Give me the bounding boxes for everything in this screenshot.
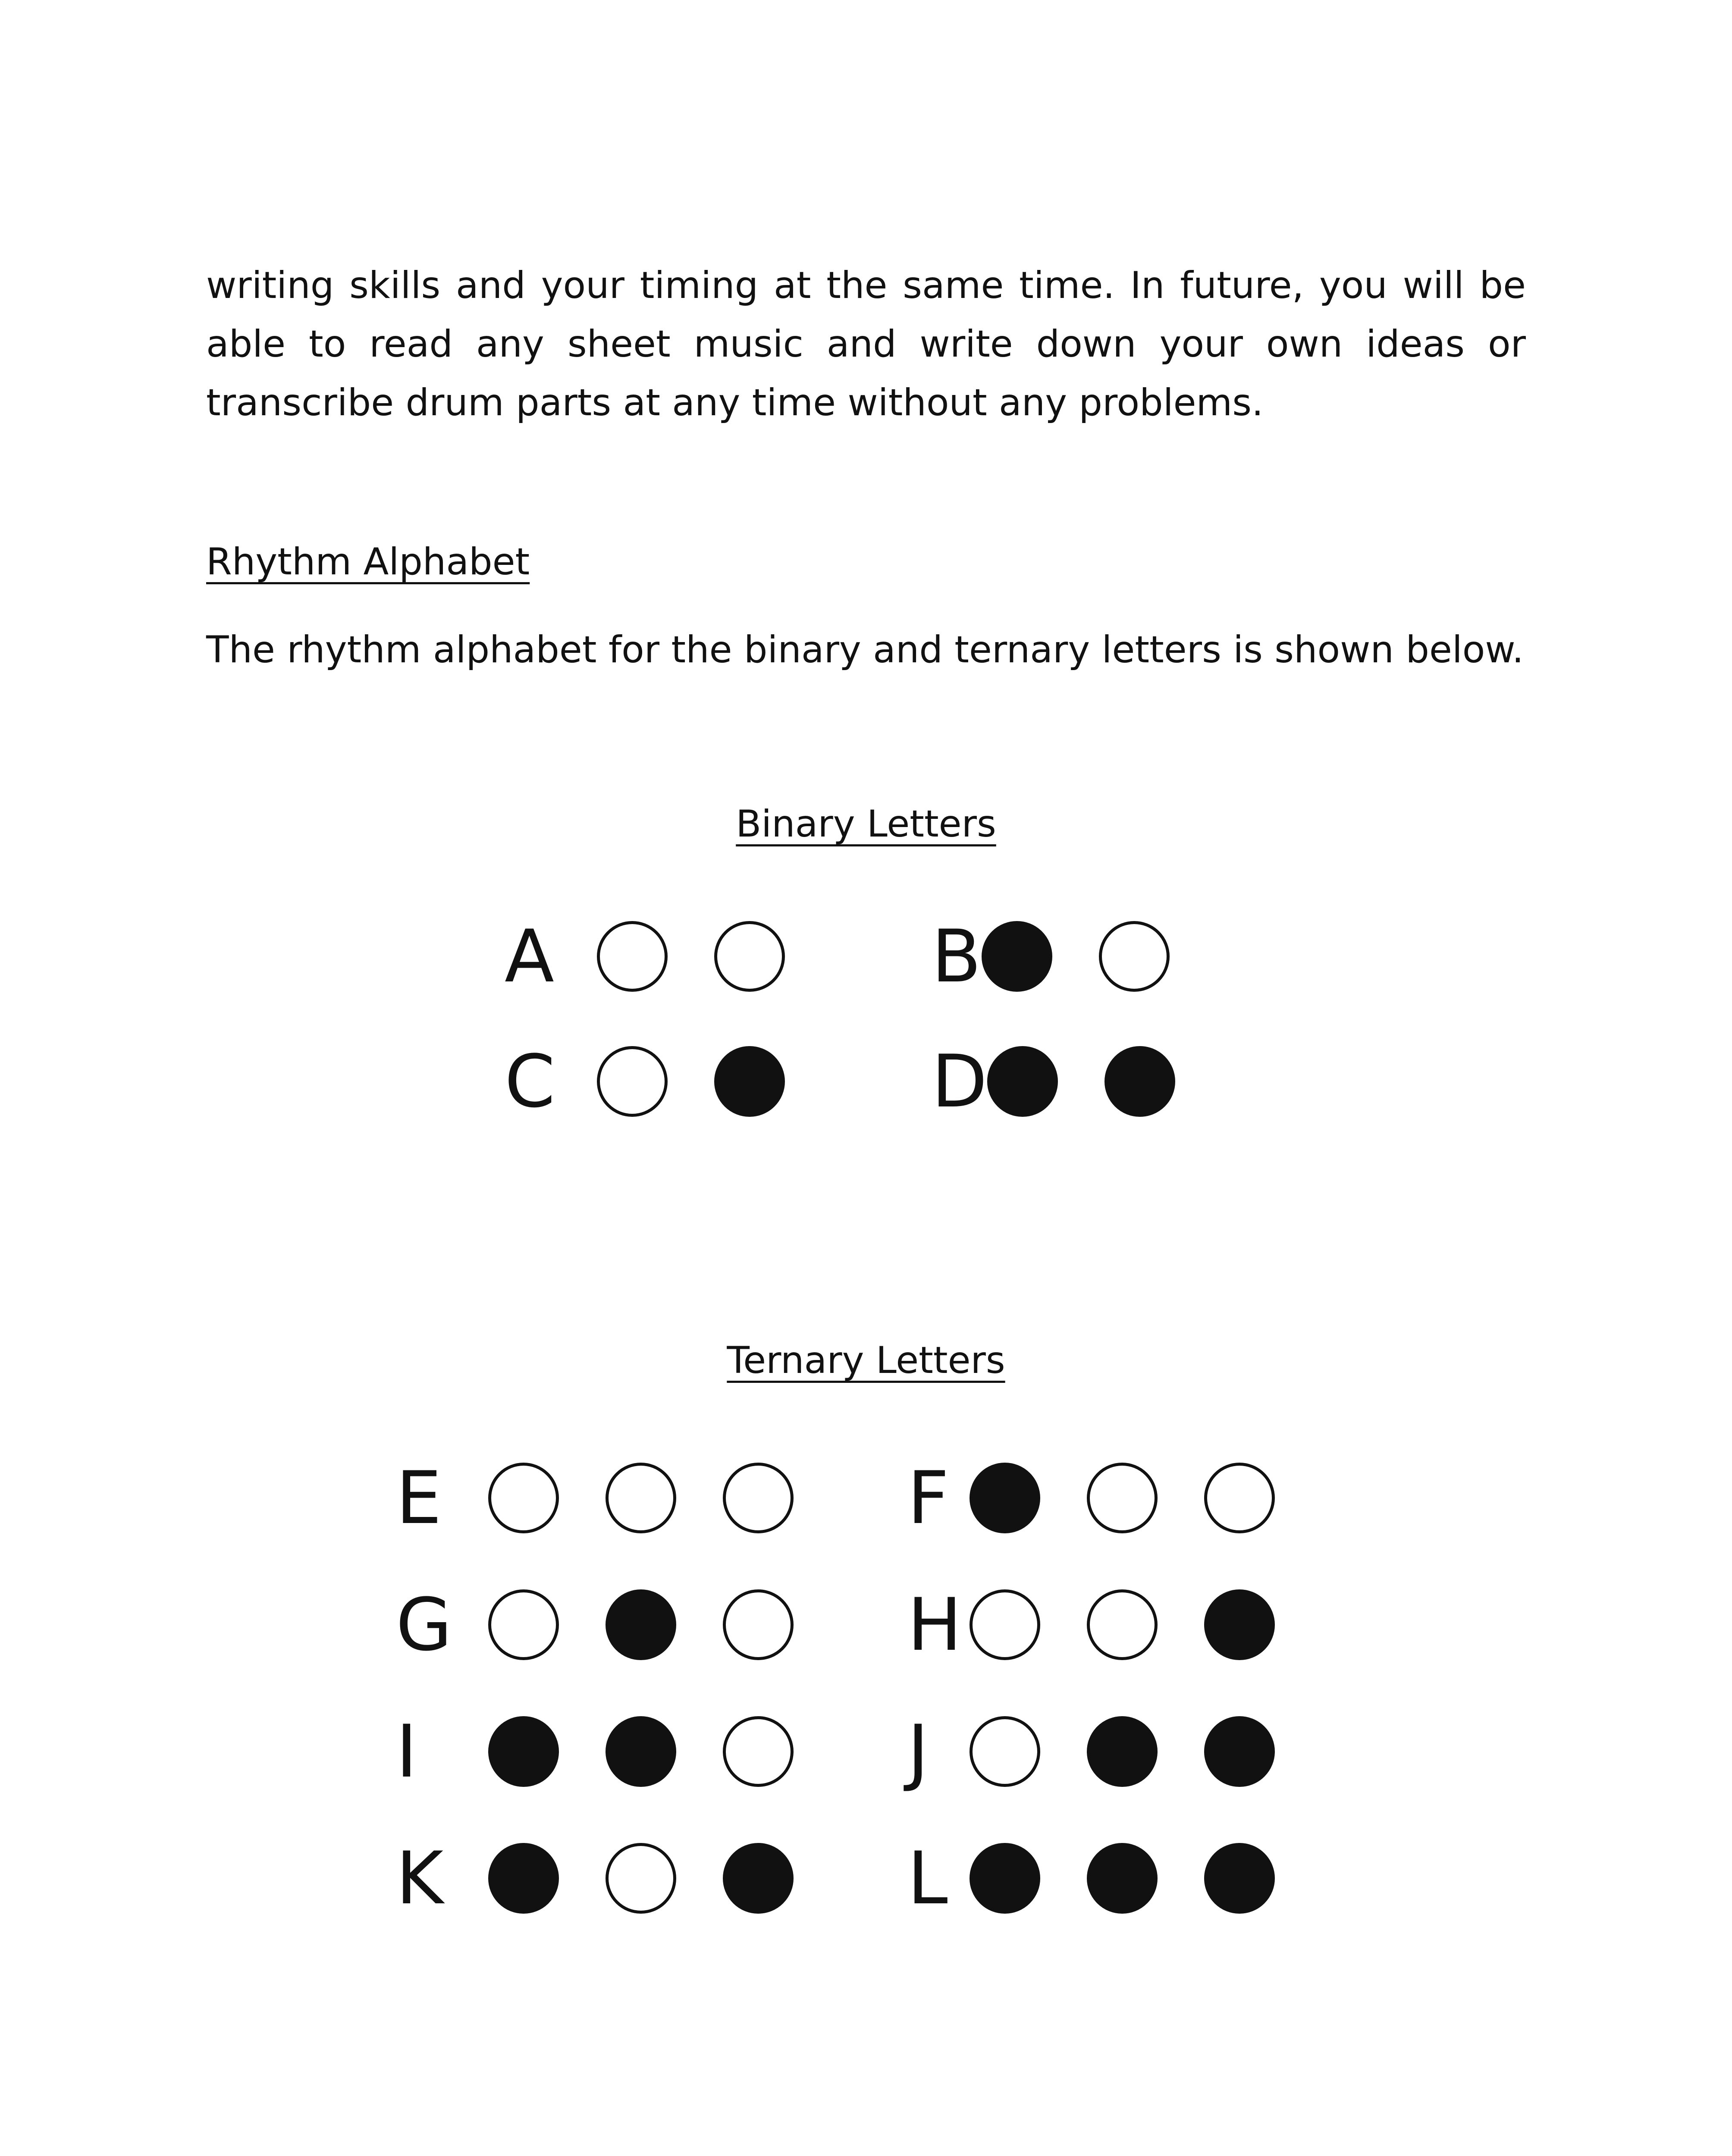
filled-circle-icon xyxy=(982,921,1052,992)
empty-circle-icon xyxy=(606,1463,676,1533)
filled-circle-icon xyxy=(714,1046,785,1117)
filled-circle-icon xyxy=(606,1716,676,1787)
letter-glyph: A xyxy=(505,914,554,999)
rhythm-letter-a xyxy=(505,914,932,999)
rhythm-letter-e xyxy=(396,1456,907,1540)
rhythm-letter-b xyxy=(932,914,1216,999)
empty-circle-icon xyxy=(597,1046,668,1117)
lead-paragraph: The rhythm alphabet for the binary and ternary letters is shown below. xyxy=(206,628,1524,671)
filled-circle-icon xyxy=(970,1843,1040,1914)
rhythm-letter-k xyxy=(396,1836,907,1921)
empty-circle-icon xyxy=(597,921,668,992)
rhythm-letter-i xyxy=(396,1709,907,1794)
rhythm-letter-c xyxy=(505,1039,932,1124)
letter-glyph: I xyxy=(396,1709,417,1794)
rhythm-letter-f xyxy=(907,1456,1321,1540)
empty-circle-icon xyxy=(970,1716,1040,1787)
filled-circle-icon xyxy=(1087,1843,1158,1914)
binary-letters-title xyxy=(0,796,1732,852)
empty-circle-icon xyxy=(1087,1589,1158,1660)
rhythm-letter-l xyxy=(907,1836,1321,1921)
rhythm-letter-h xyxy=(907,1583,1321,1667)
intro-paragraph: writing skills and your timing at the same time. In future, you will be able to read any sheet music and write down your own ideas or transcribe drum parts at any time without any problems. xyxy=(206,264,1526,424)
letter-glyph: H xyxy=(907,1583,962,1667)
letter-glyph: L xyxy=(907,1836,948,1921)
letter-glyph: D xyxy=(932,1039,988,1124)
letter-glyph: G xyxy=(396,1583,452,1667)
letter-glyph: F xyxy=(907,1456,949,1540)
filled-circle-icon xyxy=(1104,1046,1175,1117)
binary-letters-grid xyxy=(505,914,1216,1124)
section-heading: Rhythm Alphabet xyxy=(206,540,530,583)
letter-glyph: K xyxy=(396,1836,444,1921)
letter-glyph: E xyxy=(396,1456,442,1540)
empty-circle-icon xyxy=(723,1716,794,1787)
letter-glyph: B xyxy=(932,914,982,999)
filled-circle-icon xyxy=(723,1843,794,1914)
empty-circle-icon xyxy=(606,1843,676,1914)
filled-circle-icon xyxy=(1204,1589,1275,1660)
empty-circle-icon xyxy=(1204,1463,1275,1533)
empty-circle-icon xyxy=(970,1589,1040,1660)
filled-circle-icon xyxy=(1087,1716,1158,1787)
empty-circle-icon xyxy=(1087,1463,1158,1533)
letter-glyph: J xyxy=(907,1709,929,1794)
empty-circle-icon xyxy=(1099,921,1170,992)
filled-circle-icon xyxy=(970,1463,1040,1533)
filled-circle-icon xyxy=(987,1046,1058,1117)
rhythm-letter-j xyxy=(907,1709,1321,1794)
filled-circle-icon xyxy=(488,1843,559,1914)
rhythm-letter-d xyxy=(932,1039,1216,1124)
empty-circle-icon xyxy=(723,1463,794,1533)
ternary-letters-title-text: Ternary Letters xyxy=(727,1339,1005,1382)
letter-glyph: C xyxy=(505,1039,555,1124)
empty-circle-icon xyxy=(723,1589,794,1660)
rhythm-letter-g xyxy=(396,1583,907,1667)
ternary-letters-grid xyxy=(396,1456,1321,1921)
empty-circle-icon xyxy=(488,1463,559,1533)
empty-circle-icon xyxy=(488,1589,559,1660)
filled-circle-icon xyxy=(606,1589,676,1660)
empty-circle-icon xyxy=(714,921,785,992)
binary-letters-title-text: Binary Letters xyxy=(736,802,996,846)
ternary-letters-title xyxy=(0,1332,1732,1388)
filled-circle-icon xyxy=(1204,1843,1275,1914)
filled-circle-icon xyxy=(1204,1716,1275,1787)
filled-circle-icon xyxy=(488,1716,559,1787)
